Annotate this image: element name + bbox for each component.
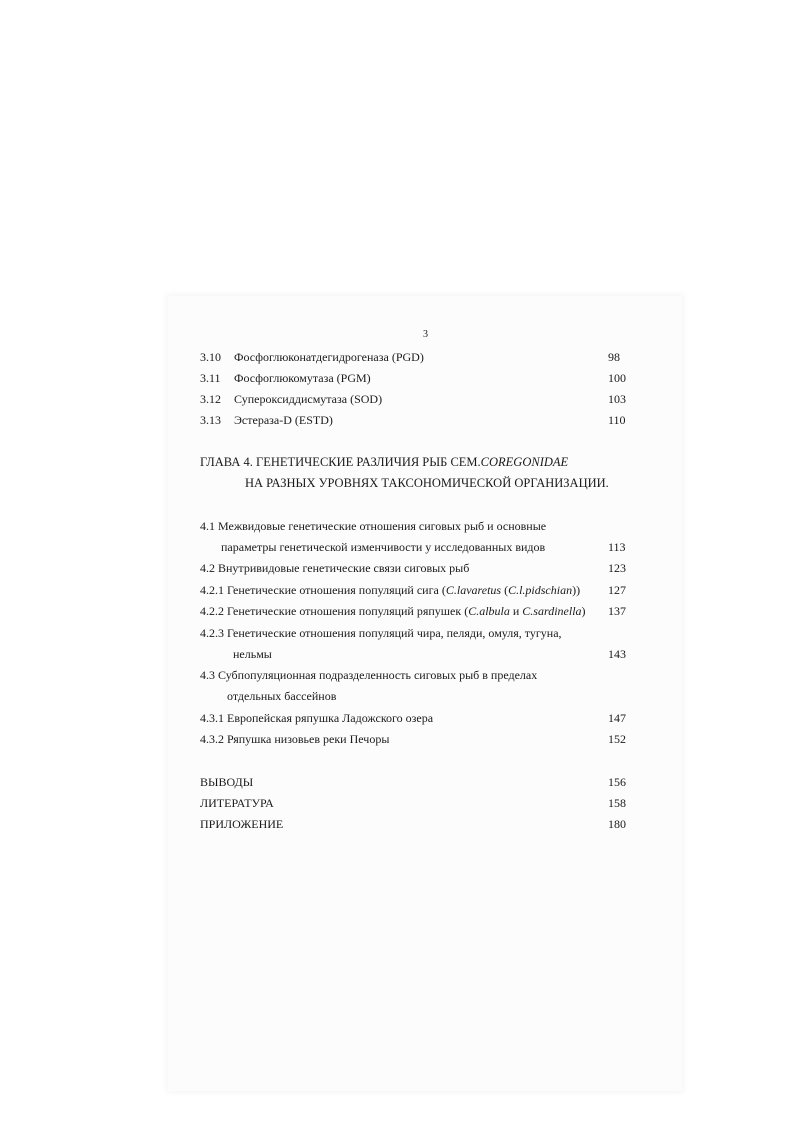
species-name: C.lavaretus <box>445 583 502 597</box>
toc-entry-3-10 <box>200 350 424 364</box>
toc-entry-4-1-line1: 4.1 Межвидовые генетические отношения сиговых рыб и основные <box>200 519 547 533</box>
toc-entry-conclusions: ВЫВОДЫ <box>200 775 254 789</box>
toc-entry-appendix: ПРИЛОЖЕНИЕ <box>200 817 284 831</box>
toc-entry-4-2: 4.2 Внутривидовые генетические связи сиговых рыб <box>200 561 470 575</box>
species-name: C.albula <box>468 604 510 618</box>
toc-entry-literature: ЛИТЕРАТУРА <box>200 796 274 810</box>
toc-entry-4-2-2 <box>200 604 586 618</box>
species-name: C.sardinella <box>522 604 582 618</box>
toc-text: 4.2.1 Генетические отношения популяций сига ( <box>200 583 446 597</box>
toc-page-3-13: 110 <box>608 413 626 427</box>
toc-title: Фосфоглюконатдегидрогеназа (PGD) <box>234 350 424 364</box>
toc-page-4-1: 113 <box>608 540 626 554</box>
toc-page-4-3-1: 147 <box>608 711 626 725</box>
chapter-4-heading-line1 <box>200 455 568 469</box>
toc-title: Супероксиддисмутаза (SOD) <box>234 392 383 406</box>
toc-entry-4-2-3-line2: нельмы <box>233 647 272 661</box>
chapter-4-family: COREGONIDAE <box>480 455 569 469</box>
toc-entry-4-3-1: 4.3.1 Европейская ряпушка Ладожского озера <box>200 711 434 725</box>
toc-entry-4-1-line2: параметры генетической изменчивости у исследованных видов <box>221 540 546 554</box>
toc-page-4-2: 123 <box>608 561 626 575</box>
chapter-4-prefix: ГЛАВА 4. ГЕНЕТИЧЕСКИЕ РАЗЛИЧИЯ РЫБ СЕМ. <box>200 455 481 469</box>
toc-title: Фосфоглюкомутаза (PGM) <box>234 371 371 385</box>
toc-num: 3.12 <box>200 392 221 406</box>
toc-text: и <box>509 604 523 618</box>
toc-page-3-10: 98 <box>608 350 620 364</box>
page-number: 3 <box>423 329 428 340</box>
toc-entry-4-2-3-line1: 4.2.3 Генетические отношения популяций чира, пеляди, омуля, тугуна, <box>200 626 562 640</box>
toc-num: 3.13 <box>200 413 221 427</box>
toc-page-3-11: 100 <box>608 371 626 385</box>
toc-page-4-2-2: 137 <box>608 604 626 618</box>
toc-title: Эстераза-D (ESTD) <box>234 413 333 427</box>
toc-entry-4-3-line1: 4.3 Субпопуляционная подразделенность сиговых рыб в пределах <box>200 668 538 682</box>
toc-page-4-2-3: 143 <box>608 647 626 661</box>
toc-entry-4-3-2: 4.3.2 Ряпушка низовьев реки Печоры <box>200 732 390 746</box>
toc-text: ( <box>501 583 509 597</box>
toc-page-appendix: 180 <box>608 817 626 831</box>
toc-entry-4-3-line2: отдельных бассейнов <box>227 689 337 703</box>
toc-page-literature: 158 <box>608 796 626 810</box>
toc-text: 4.2.2 Генетические отношения популяций ряпушек ( <box>200 604 469 618</box>
toc-entry-3-11 <box>200 371 371 385</box>
toc-page-4-3-2: 152 <box>608 732 626 746</box>
toc-entry-3-13 <box>200 413 333 427</box>
toc-entry-3-12 <box>200 392 382 406</box>
toc-num: 3.11 <box>200 371 221 385</box>
toc-page-4-2-1: 127 <box>608 583 626 597</box>
toc-num: 3.10 <box>200 350 221 364</box>
toc-page-conclusions: 156 <box>608 775 626 789</box>
chapter-4-heading-line2: НА РАЗНЫХ УРОВНЯХ ТАКСОНОМИЧЕСКОЙ ОРГАНИЗАЦИИ. <box>245 476 609 490</box>
toc-page-3-12: 103 <box>608 392 626 406</box>
toc-text: )) <box>572 583 581 597</box>
toc-text: ) <box>581 604 586 618</box>
toc-entry-4-2-1 <box>200 583 580 597</box>
species-name: C.l.pidschian <box>508 583 573 597</box>
